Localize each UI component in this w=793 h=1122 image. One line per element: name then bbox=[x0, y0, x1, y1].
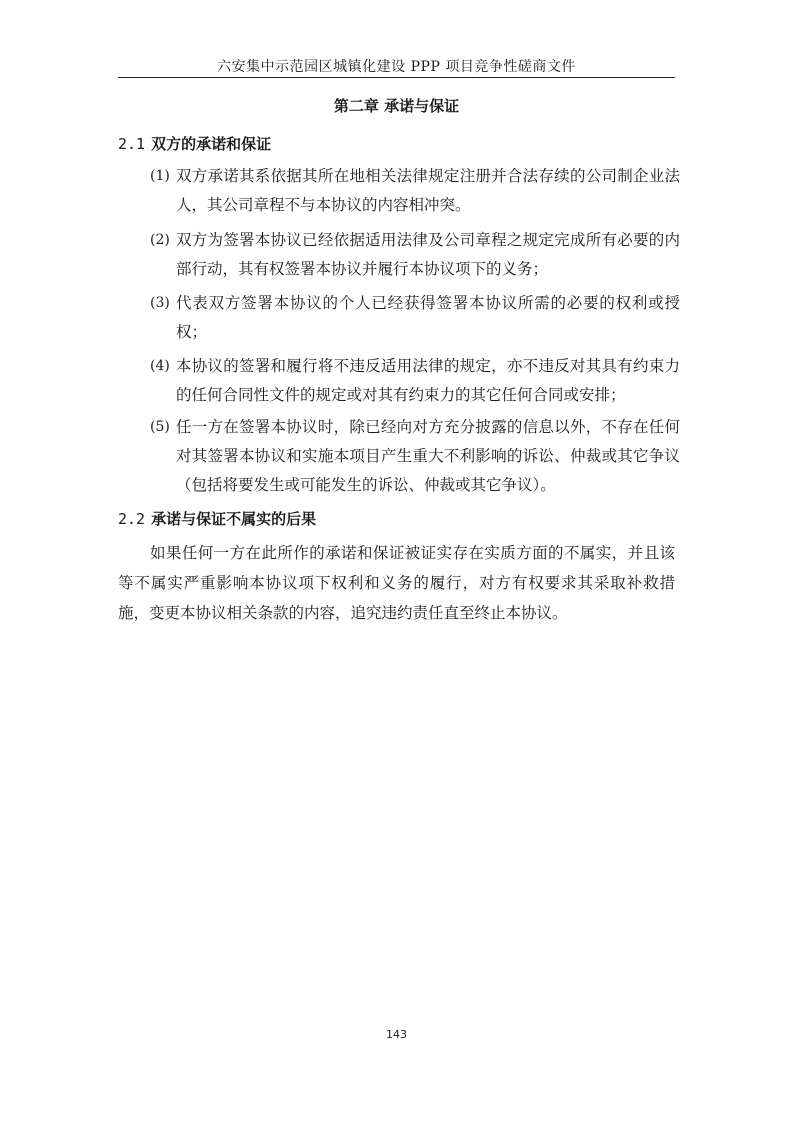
section-number: 2.2 bbox=[118, 510, 146, 528]
header-rule bbox=[118, 77, 675, 78]
section-number: 2.1 bbox=[118, 135, 146, 153]
list-item bbox=[150, 352, 680, 410]
item-marker: (4) bbox=[150, 358, 170, 374]
item-text: 任一方在签署本协议时，除已经向对方充分披露的信息以外，不存在任何对其签署本协议和实施本项目产生重大不利影响的诉讼、仲裁或其它争议（包括将要发生或可能发生的诉讼、仲裁或其它争议）。 bbox=[176, 418, 680, 494]
section-title: 双方的承诺和保证 bbox=[151, 135, 272, 153]
list-item bbox=[150, 162, 680, 220]
chapter-title: 第二章 承诺与保证 bbox=[333, 97, 460, 115]
body-paragraph: 如果任何一方在此所作的承诺和保证被证实存在实质方面的不属实，并且该等不属实严重影响本协议项下权利和义务的履行，对方有权要求其采取补救措施，变更本协议相关条款的内容，追究违约责任直至终止本协议。 bbox=[118, 544, 675, 622]
item-text: 本协议的签署和履行将不违反适用法律的规定，亦不违反对其具有约束力的任何合同性文件的规定或对其有约束力的其它任何合同或安排； bbox=[176, 357, 680, 404]
page-number: 143 bbox=[386, 1028, 407, 1041]
section-title: 承诺与保证不属实的后果 bbox=[151, 510, 317, 528]
item-text: 双方为签署本协议已经依据适用法律及公司章程之规定完成所有必要的内部行动，其有权签署本协议并履行本协议项下的义务； bbox=[176, 231, 680, 278]
list-item bbox=[150, 413, 680, 500]
item-text: 双方承诺其系依据其所在地相关法律规定注册并合法存续的公司制企业法人，其公司章程不与本协议的内容相冲突。 bbox=[176, 167, 680, 214]
list-item bbox=[150, 226, 680, 284]
section-heading-2-2 bbox=[118, 508, 316, 529]
list-item bbox=[150, 289, 680, 347]
section-heading-2-1 bbox=[118, 133, 271, 154]
item-marker: (2) bbox=[150, 232, 170, 248]
running-header: 六安集中示范园区城镇化建设 PPP 项目竞争性磋商文件 bbox=[217, 59, 576, 75]
item-marker: (3) bbox=[150, 295, 170, 311]
item-marker: (5) bbox=[150, 419, 170, 435]
item-marker: (1) bbox=[150, 168, 170, 184]
item-text: 代表双方签署本协议的个人已经获得签署本协议所需的必要的权利或授权； bbox=[176, 294, 680, 341]
